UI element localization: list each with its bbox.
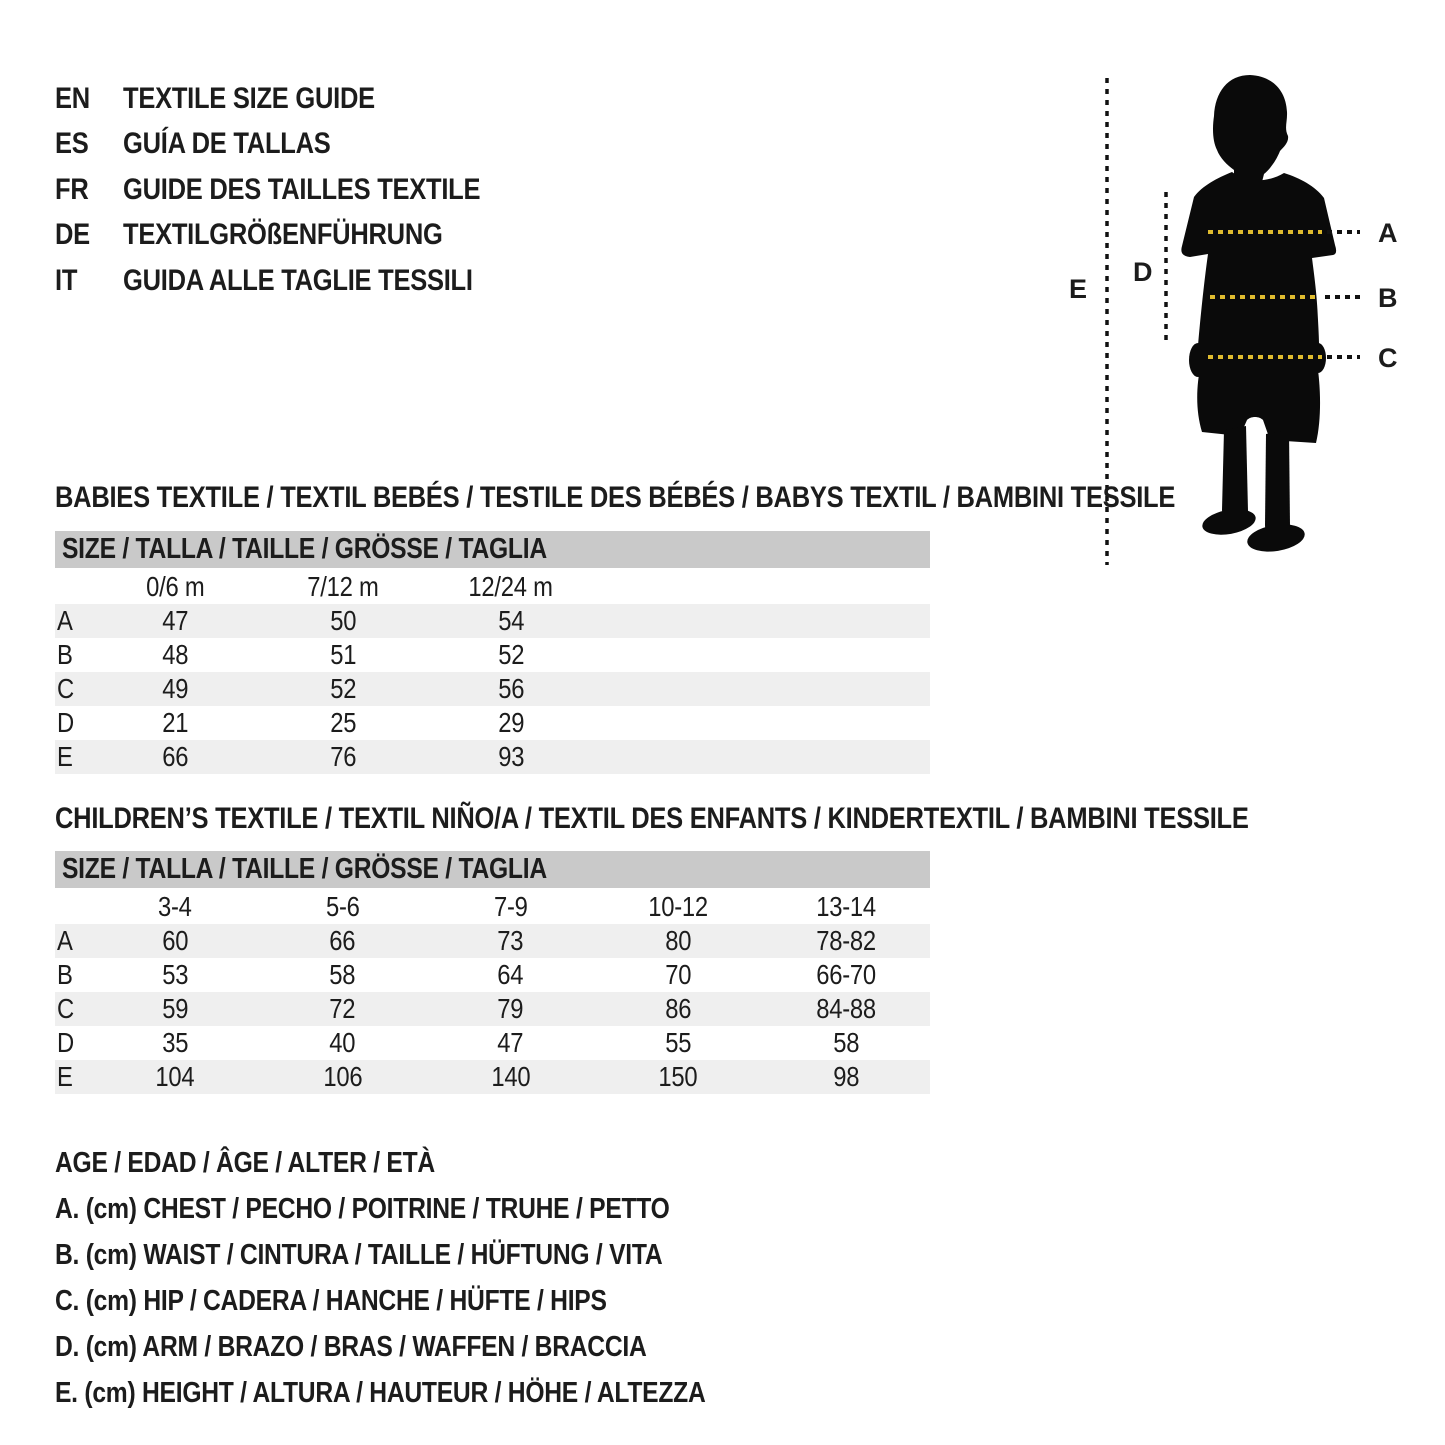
column-header: 7-9	[493, 891, 528, 922]
figure-label-a: A	[1378, 218, 1398, 248]
legend-item-hip: C. (cm) HIP / CADERA / HANCHE / HÜFTE / HIPS	[55, 1284, 607, 1317]
right-shoe	[1245, 521, 1306, 556]
table-row	[55, 740, 930, 774]
row-label: B	[57, 959, 73, 990]
children-section-title: CHILDREN’S TEXTILE / TEXTIL NIÑO/A / TEXTIL DES ENFANTS / KINDERTEXTIL / BAMBINI TESSILE	[55, 802, 1249, 835]
lang-title: TEXTILE SIZE GUIDE	[123, 81, 375, 115]
table-row	[55, 958, 930, 992]
table-cell: 76	[330, 741, 356, 772]
lang-row-es	[55, 122, 543, 168]
column-header: 0/6 m	[145, 571, 205, 602]
table-row	[55, 1026, 930, 1060]
column-header: 13-14	[816, 891, 876, 922]
children-size-header-bar: SIZE / TALLA / TAILLE / GRÖSSE / TAGLIA	[55, 851, 930, 888]
table-cell: 64	[497, 959, 524, 990]
lang-row-it	[55, 258, 543, 304]
lang-row-fr	[55, 167, 543, 213]
table-cell: 58	[833, 1027, 860, 1058]
row-label: C	[57, 993, 74, 1024]
table-cell: 47	[162, 605, 188, 636]
row-label: D	[57, 1027, 74, 1058]
figure-label-c: C	[1378, 343, 1398, 373]
table-row	[55, 924, 930, 958]
table-cell: 56	[498, 673, 524, 704]
table-cell: 78-82	[816, 925, 876, 956]
table-cell: 29	[498, 707, 524, 738]
table-cell: 93	[498, 741, 524, 772]
figure-label-e: E	[1069, 274, 1087, 304]
table-cell: 47	[497, 1027, 524, 1058]
table-cell: 66-70	[816, 959, 876, 990]
legend-item-waist: B. (cm) WAIST / CINTURA / TAILLE / HÜFTUNG / VITA	[55, 1238, 663, 1271]
table-row	[55, 1060, 930, 1094]
table-row	[55, 706, 930, 740]
column-header: 3-4	[158, 891, 192, 922]
table-header-row	[55, 890, 930, 924]
legend-item-arm: D. (cm) ARM / BRAZO / BRAS / WAFFEN / BRACCIA	[55, 1330, 647, 1363]
table-cell: 51	[330, 639, 356, 670]
table-header-row	[55, 570, 930, 604]
lang-title: GUIDA ALLE TAGLIE TESSILI	[123, 263, 473, 297]
table-cell: 86	[665, 993, 692, 1024]
table-cell: 80	[665, 925, 692, 956]
legend-item-chest: A. (cm) CHEST / PECHO / POITRINE / TRUHE / PETTO	[55, 1192, 670, 1225]
row-label: A	[57, 925, 73, 956]
babies-section-title: BABIES TEXTILE / TEXTIL BEBÉS / TESTILE DES BÉBÉS / BABYS TEXTIL / BAMBINI TESSILE	[55, 481, 1176, 514]
table-cell: 106	[323, 1061, 363, 1092]
lang-row-en	[55, 76, 543, 122]
table-cell: 55	[665, 1027, 692, 1058]
table-cell: 52	[330, 673, 356, 704]
column-header: 5-6	[325, 891, 360, 922]
table-cell: 50	[330, 605, 356, 636]
measurement-figure	[1040, 60, 1445, 600]
table-cell: 79	[497, 993, 524, 1024]
lang-code: DE	[55, 218, 90, 252]
table-cell: 52	[498, 639, 524, 670]
lang-title: GUIDE DES TAILLES TEXTILE	[123, 172, 481, 206]
lang-code: EN	[55, 81, 90, 115]
lang-code: FR	[55, 172, 89, 206]
lang-title: GUÍA DE TALLAS	[123, 127, 331, 161]
legend-item-height: E. (cm) HEIGHT / ALTURA / HAUTEUR / HÖHE / ALTEZZA	[55, 1376, 706, 1409]
table-cell: 140	[491, 1061, 530, 1092]
table-cell: 49	[162, 673, 188, 704]
lang-title: TEXTILGRÖßENFÜHRUNG	[123, 218, 443, 252]
table-cell: 84-88	[816, 993, 876, 1024]
babies-size-table	[55, 570, 930, 774]
figure-label-d: D	[1133, 257, 1153, 287]
table-cell: 150	[658, 1061, 698, 1092]
row-label: E	[57, 741, 73, 772]
table-cell: 70	[665, 959, 692, 990]
language-header	[55, 76, 543, 304]
table-cell: 21	[162, 707, 188, 738]
table-cell: 66	[329, 925, 356, 956]
column-header: 7/12 m	[307, 571, 379, 602]
row-label: A	[57, 605, 73, 636]
table-cell: 48	[162, 639, 188, 670]
babies-size-header-bar: SIZE / TALLA / TAILLE / GRÖSSE / TAGLIA	[55, 531, 930, 568]
legend-age-line: AGE / EDAD / ÂGE / ALTER / ETÀ	[55, 1146, 435, 1179]
table-cell: 73	[497, 925, 524, 956]
table-cell: 35	[161, 1027, 188, 1058]
table-cell: 53	[161, 959, 188, 990]
table-row	[55, 992, 930, 1026]
lang-code: IT	[55, 263, 78, 297]
table-cell: 72	[329, 993, 356, 1024]
table-row	[55, 638, 930, 672]
table-cell: 40	[329, 1027, 356, 1058]
table-cell: 25	[330, 707, 356, 738]
table-cell: 98	[833, 1061, 860, 1092]
figure-label-b: B	[1378, 283, 1398, 313]
table-cell: 59	[161, 993, 188, 1024]
table-cell: 66	[162, 741, 188, 772]
table-row	[55, 604, 930, 638]
table-row	[55, 672, 930, 706]
table-cell: 60	[161, 925, 188, 956]
row-label: D	[57, 707, 74, 738]
children-size-table	[55, 890, 930, 1094]
row-label: B	[57, 639, 73, 670]
table-cell: 54	[498, 605, 524, 636]
column-header: 10-12	[648, 891, 709, 922]
row-label: C	[57, 673, 74, 704]
measurement-legend	[55, 1140, 820, 1416]
table-cell: 58	[329, 959, 356, 990]
table-cell: 104	[155, 1061, 195, 1092]
row-label: E	[57, 1061, 73, 1092]
lang-row-de	[55, 213, 543, 259]
lang-code: ES	[55, 127, 89, 161]
child-silhouette-diagram	[1040, 60, 1445, 600]
column-header: 12/24 m	[468, 571, 554, 602]
